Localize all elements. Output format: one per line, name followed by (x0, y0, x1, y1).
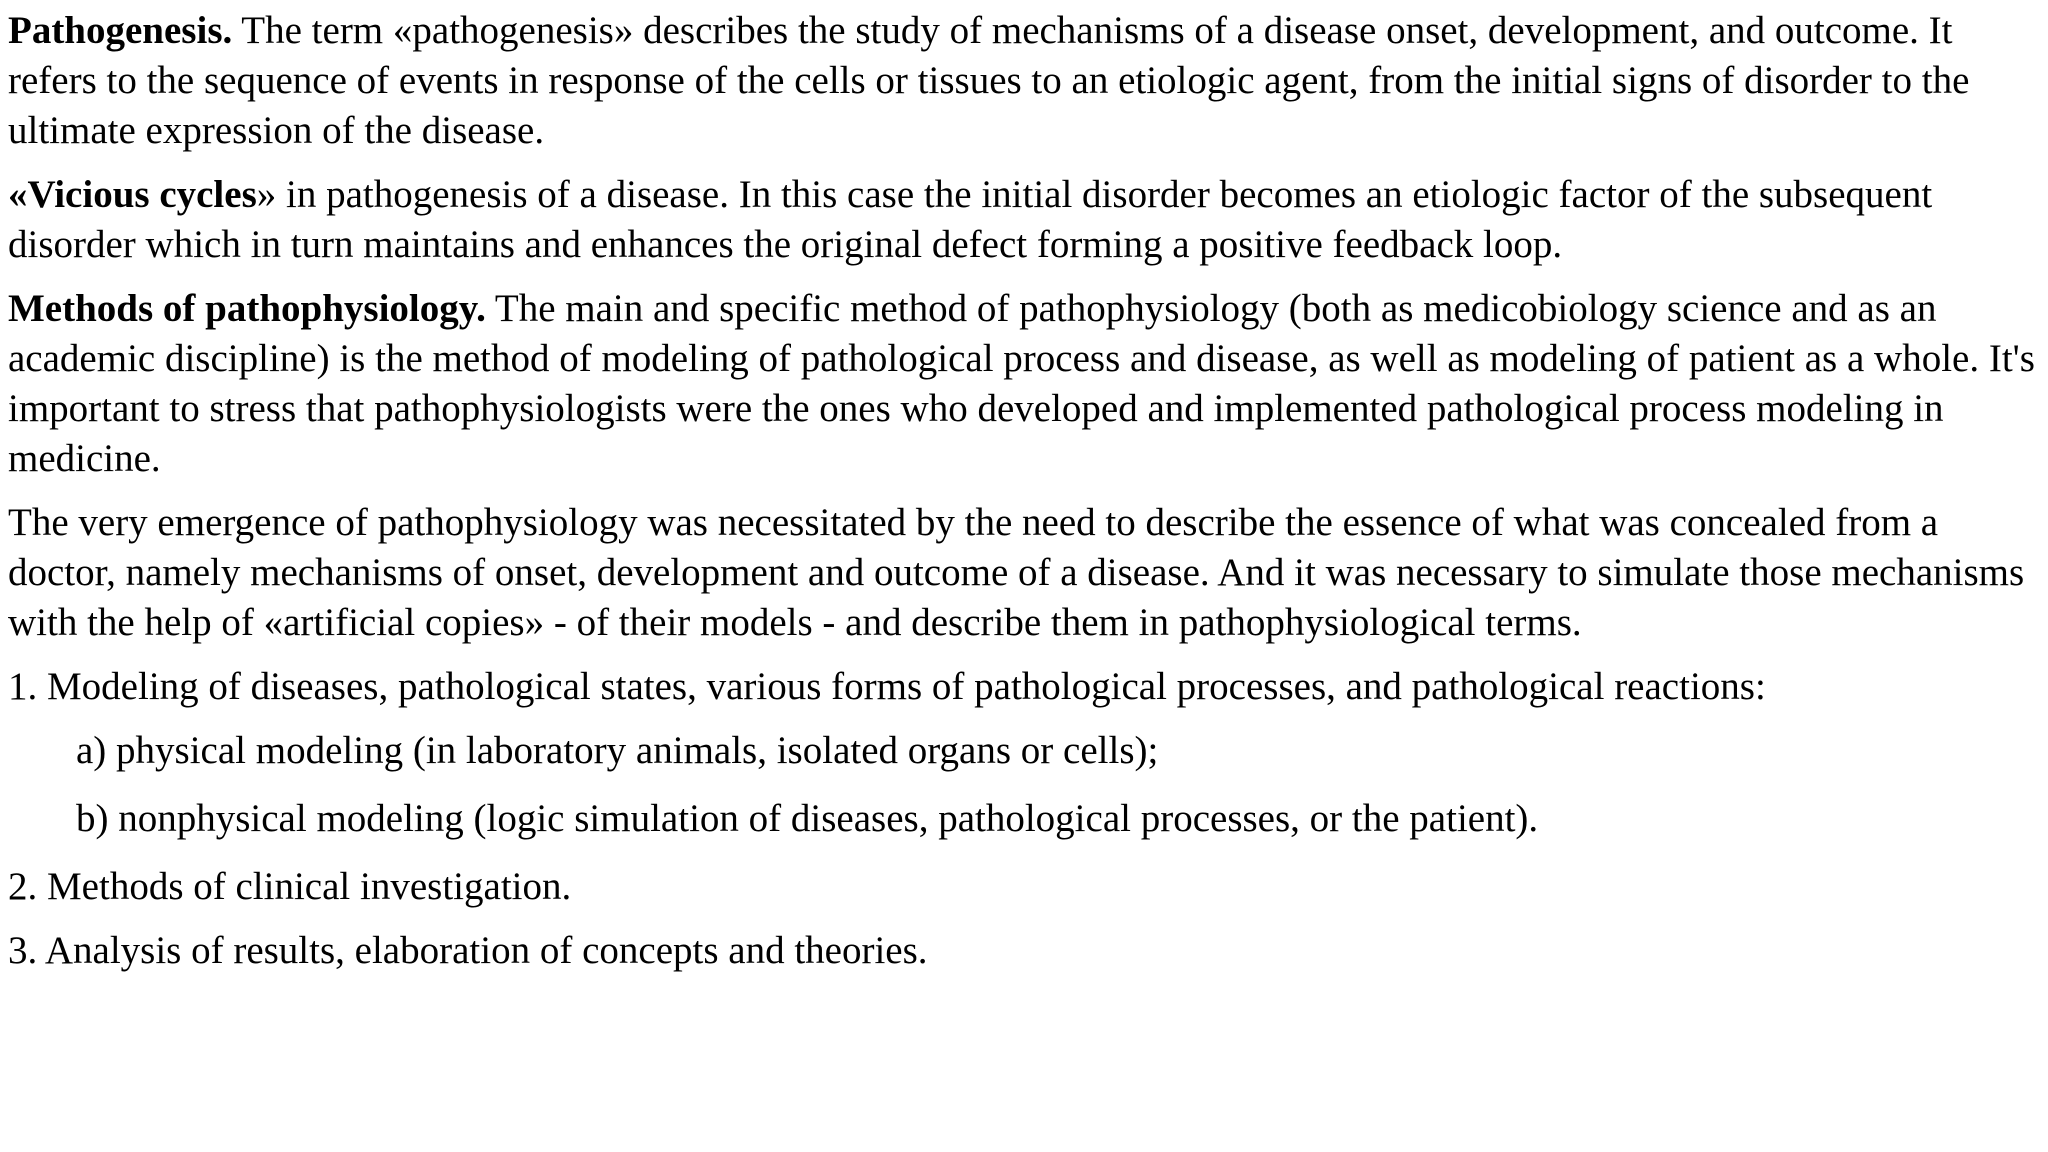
pathogenesis-term: Pathogenesis. (8, 9, 233, 52)
methods-term: Methods of pathophysiology. (8, 287, 486, 330)
emergence-paragraph: The very emergence of pathophysiology was necessitated by the need to describe the essence of what was concealed from a doctor, namely mechanisms of onset, development and outcome of a disease. And it was necessary to simulate those mechanisms with the help of «artificial copies» - of their models - and describe them in pathophysiological terms. (8, 501, 2025, 644)
list-item-1a: a) physical modeling (in laboratory animals, isolated organs or cells); (76, 729, 1159, 772)
list-item-3: 3. Analysis of results, elaboration of concepts and theories. (8, 929, 928, 972)
methods-text: The main and specific method of pathophysiology (both as medicobiology science and as an academic discipline) is the method of modeling of pathological process and disease, as well as modeling of patient as a whole. It's important to stress that pathophysiologists were the ones who developed and implemented pathological process modeling in medicine. (8, 287, 2035, 480)
list-item-1: 1. Modeling of diseases, pathological states, various forms of pathological processes, and pathological reactions: (8, 665, 1766, 708)
vicious-cycles-text: » in pathogenesis of a disease. In this case the initial disorder becomes an etiologic factor of the subsequent disorder which in turn maintains and enhances the original defect forming a positive feedback loop. (8, 173, 1933, 266)
vicious-cycles-paragraph (8, 170, 2040, 270)
list-item-1b: b) nonphysical modeling (logic simulation of diseases, pathological processes, or the patient). (76, 797, 1539, 840)
pathogenesis-paragraph (8, 6, 2040, 156)
vicious-cycles-term: «Vicious cycles (8, 173, 257, 216)
list-item-2: 2. Methods of clinical investigation. (8, 865, 572, 908)
document-page (8, 6, 2040, 990)
methods-paragraph (8, 284, 2040, 484)
pathogenesis-text: The term «pathogenesis» describes the study of mechanisms of a disease onset, development, and outcome. It refers to the sequence of events in response of the cells or tissues to an etiologic agent, from the initial signs of disorder to the ultimate expression of the disease. (8, 9, 1970, 152)
